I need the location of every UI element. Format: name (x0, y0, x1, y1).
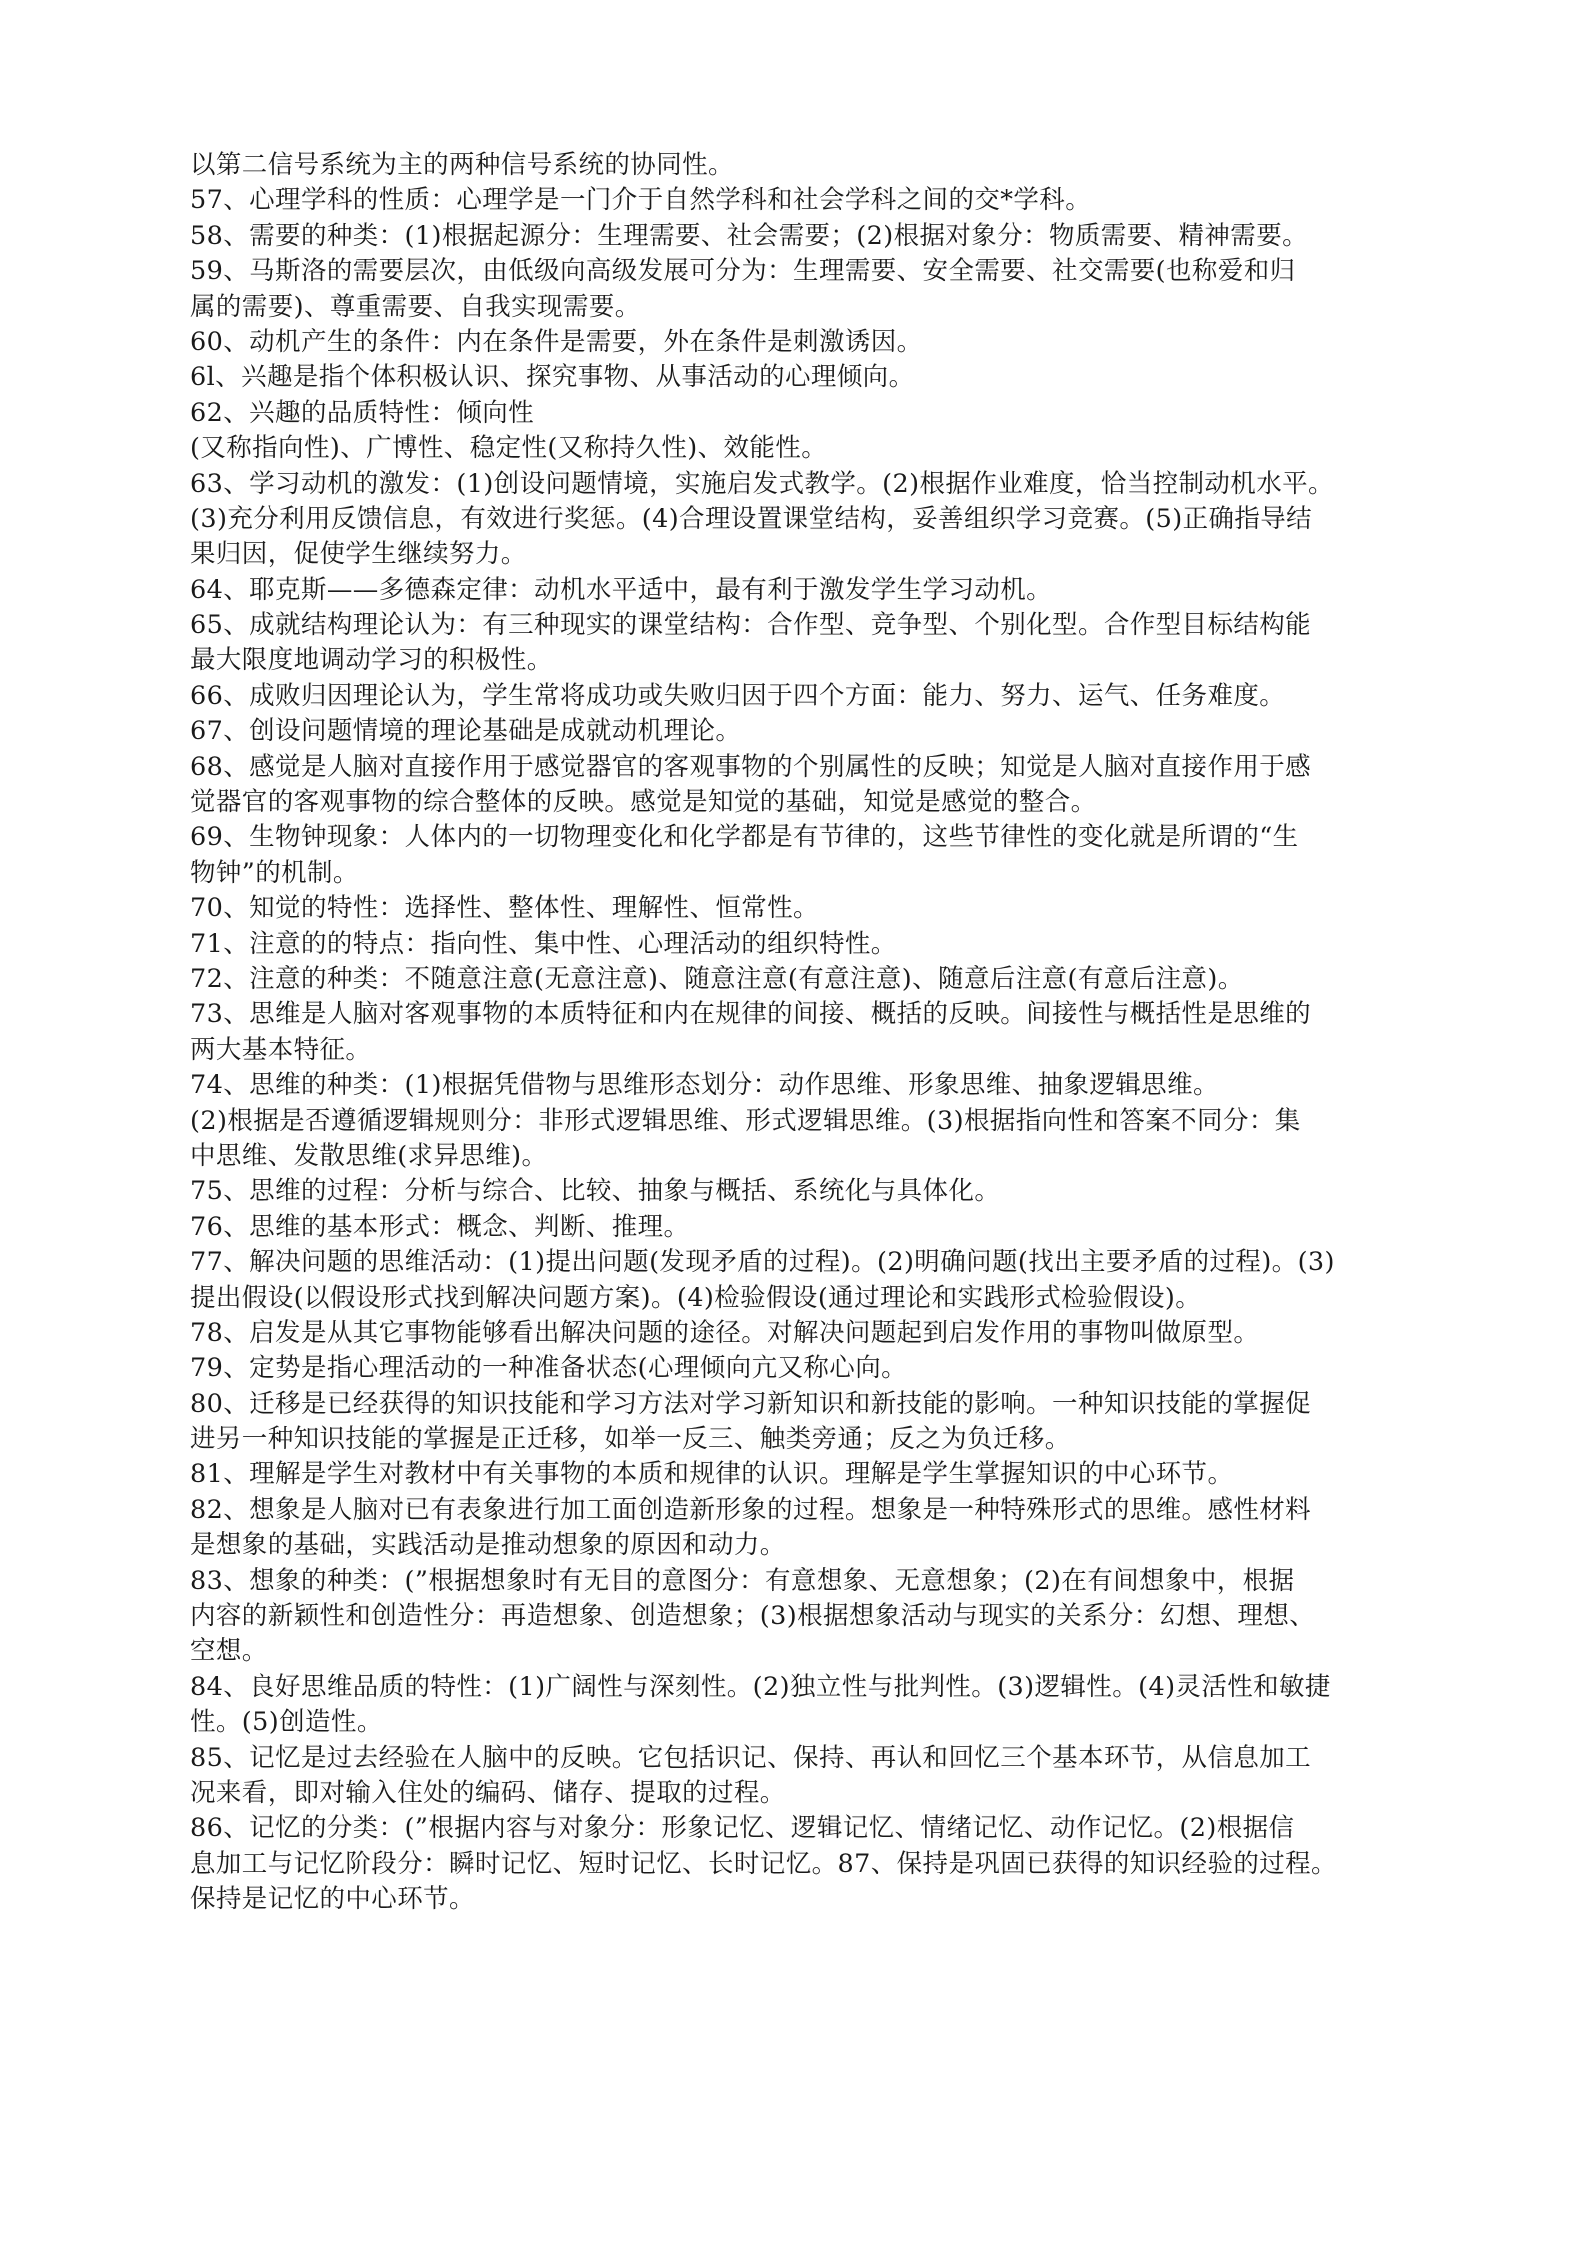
text-line: 保持是记忆的中心环节。 (190, 1884, 475, 1915)
text-line: 58、需要的种类：(1)根据起源分：生理需要、社会需要；(2)根据对象分：物质需要、精神需要。 (190, 220, 1308, 251)
text-line: 息加工与记忆阶段分：瞬时记忆、短时记忆、长时记忆。87、保持是巩固已获得的知识经验的过程。 (190, 1848, 1337, 1879)
text-line: 属的需要)、尊重需要、自我实现需要。 (190, 291, 641, 322)
text-line: 66、成败归因理论认为，学生常将成功或失败归因于四个方面：能力、努力、运气、任务难度。 (190, 680, 1286, 711)
text-line: 60、动机产生的条件：内在条件是需要，外在条件是刺激诱因。 (190, 326, 923, 357)
text-line: 68、感觉是人脑对直接作用于感觉器官的客观事物的个别属性的反映；知觉是人脑对直接作用于感 (190, 751, 1312, 782)
text-line: 71、注意的的特点：指向性、集中性、心理活动的组织特性。 (190, 928, 897, 959)
text-line: 6l、兴趣是指个体积极认识、探究事物、从事活动的心理倾向。 (190, 362, 915, 393)
document-body (190, 148, 1430, 1918)
text-line: 性。(5)创造性。 (190, 1707, 383, 1738)
text-line: (又称指向性)、广博性、稳定性(又称持久性)、效能性。 (190, 433, 828, 464)
text-line: 提出假设(以假设形式找到解决问题方案)。(4)检验假设(通过理论和实践形式检验假设)。 (190, 1282, 1202, 1313)
text-line: 84、良好思维品质的特性：(1)广阔性与深刻性。(2)独立性与批判性。(3)逻辑性。(4)灵活性和敏捷 (190, 1671, 1331, 1702)
text-line: 内容的新颖性和创造性分：再造想象、创造想象；(3)根据想象活动与现实的关系分：幻想、理想、 (190, 1601, 1316, 1632)
text-line: 78、启发是从其它事物能够看出解决问题的途径。对解决问题起到启发作用的事物叫做原型。 (190, 1317, 1260, 1348)
text-line: 70、知觉的特性：选择性、整体性、理解性、恒常性。 (190, 893, 819, 924)
text-line: (2)根据是否遵循逻辑规则分：非形式逻辑思维、形式逻辑思维。(3)根据指向性和答案不同分：集 (190, 1105, 1301, 1136)
text-line: 两大基本特征。 (190, 1034, 372, 1065)
text-line: 况来看，即对输入住处的编码、储存、提取的过程。 (190, 1777, 786, 1808)
text-line: 进另一种知识技能的掌握是正迁移，如举一反三、触类旁通；反之为负迁移。 (190, 1424, 1071, 1455)
text-line: 中思维、发散思维(求异思维)。 (190, 1140, 548, 1171)
text-line: 85、记忆是过去经验在人脑中的反映。它包括识记、保持、再认和回忆三个基本环节，从信息加工 (190, 1742, 1312, 1773)
text-line: 62、兴趣的品质特性：倾向性 (190, 397, 535, 428)
text-line: 81、理解是学生对教材中有关事物的本质和规律的认识。理解是学生掌握知识的中心环节。 (190, 1459, 1234, 1490)
text-line: (3)充分利用反馈信息，有效进行奖惩。(4)合理设置课堂结构，妥善组织学习竞赛。(5)正确指导结 (190, 503, 1313, 534)
text-line: 83、想象的种类：(”根据想象时有无目的意图分：有意想象、无意想象；(2)在有间想象中，根据 (190, 1565, 1295, 1596)
text-line: 69、生物钟现象：人体内的一切物理变化和化学都是有节律的，这些节律性的变化就是所谓的“生 (190, 822, 1299, 853)
text-line: 73、思维是人脑对客观事物的本质特征和内在规律的间接、概括的反映。间接性与概括性是思维的 (190, 999, 1312, 1030)
text-line: 57、心理学科的性质：心理学是一门介于自然学科和社会学科之间的交*学科。 (190, 185, 1092, 216)
text-line: 是想象的基础，实践活动是推动想象的原因和动力。 (190, 1530, 786, 1561)
text-line: 74、思维的种类：(1)根据凭借物与思维形态划分：动作思维、形象思维、抽象逻辑思维。 (190, 1070, 1219, 1101)
text-line: 59、马斯洛的需要层次，由低级向高级发展可分为：生理需要、安全需要、社交需要(也称爱和归 (190, 256, 1296, 287)
text-line: 以第二信号系统为主的两种信号系统的协同性。 (190, 150, 734, 180)
text-line: 72、注意的种类：不随意注意(无意注意)、随意注意(有意注意)、随意后注意(有意后注意)。 (190, 963, 1244, 994)
text-line: 觉器官的客观事物的综合整体的反映。感觉是知觉的基础，知觉是感觉的整合。 (190, 787, 1097, 818)
text-line: 果归因，促使学生继续努力。 (190, 539, 527, 570)
text-line: 65、成就结构理论认为：有三种现实的课堂结构：合作型、竞争型、个别化型。合作型目标结构能 (190, 610, 1312, 641)
text-line: 最大限度地调动学习的积极性。 (190, 645, 553, 676)
text-line: 63、学习动机的激发：(1)创设问题情境，实施启发式教学。(2)根据作业难度，恰当控制动机水平。 (190, 468, 1334, 499)
text-line: 86、记忆的分类：(”根据内容与对象分：形象记忆、逻辑记忆、情绪记忆、动作记忆。(2)根据信 (190, 1813, 1295, 1844)
text-line: 空想。 (190, 1636, 268, 1667)
text-line: 82、想象是人脑对已有表象进行加工面创造新形象的过程。想象是一种特殊形式的思维。感性材料 (190, 1494, 1312, 1525)
text-line: 64、耶克斯——多德森定律：动机水平适中，最有利于激发学生学习动机。 (190, 574, 1053, 605)
text-line: 67、创设问题情境的理论基础是成就动机理论。 (190, 716, 742, 747)
text-line: 75、思维的过程：分析与综合、比较、抽象与概括、系统化与具体化。 (190, 1176, 1001, 1207)
text-line: 79、定势是指心理活动的一种准备状态(心理倾向亢又称心向。 (190, 1353, 907, 1384)
text-line: 物钟”的机制。 (190, 857, 359, 888)
text-line: 77、解决问题的思维活动：(1)提出问题(发现矛盾的过程)。(2)明确问题(找出主要矛盾的过程)。(3) (190, 1247, 1335, 1278)
text-line: 80、迁移是已经获得的知识技能和学习方法对学习新知识和新技能的影响。一种知识技能的掌握促 (190, 1388, 1312, 1419)
text-line: 76、思维的基本形式：概念、判断、推理。 (190, 1211, 690, 1242)
